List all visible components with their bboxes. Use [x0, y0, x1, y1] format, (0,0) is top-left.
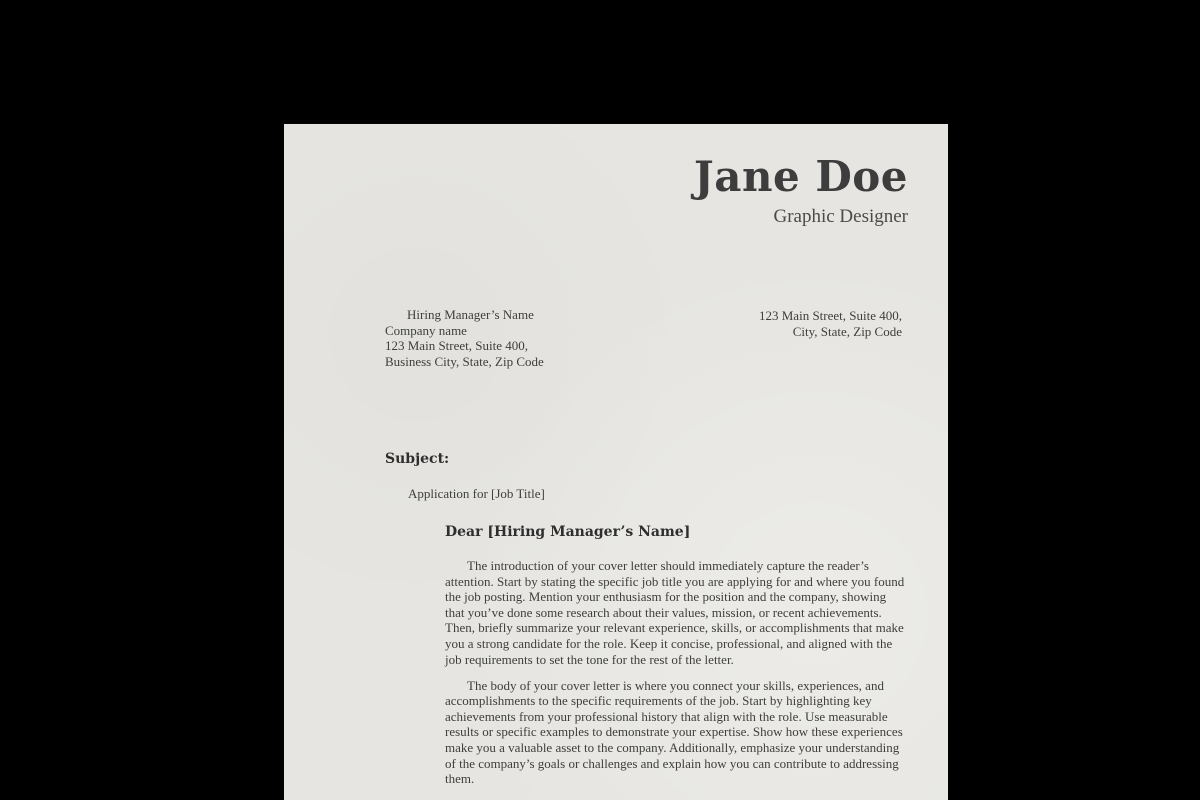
subject-label: Subject:	[385, 451, 450, 467]
recipient-address-block	[385, 307, 544, 369]
subject-text: Application for [Job Title]	[408, 486, 545, 501]
recipient-street: 123 Main Street, Suite 400,	[385, 338, 528, 354]
sender-city: City, State, Zip Code	[792, 323, 902, 339]
salutation: Dear [Hiring Manager’s Name]	[445, 524, 691, 540]
recipient-name: Hiring Manager’s Name	[407, 307, 534, 322]
recipient-company: Company name	[385, 322, 467, 338]
letter-sheet	[284, 124, 948, 800]
sender-street: 123 Main Street, Suite 400,	[759, 308, 902, 323]
letter-body	[445, 558, 908, 797]
body-paragraph: The body of your cover letter is where you connect your skills, experiences, and accomplishments to the specific requirements of the job. Start by highlighting key achievements from your professional history that align with the role. Use measurable results or specific examples to demonstrate your expertise. Show how these experiences make you a valuable asset to the company. Additionally, emphasize your understanding of the company’s goals or challenges and explain how you can contribute to addressing them.	[445, 677, 903, 787]
applicant-title: Graphic Designer	[773, 206, 908, 227]
intro-paragraph: The introduction of your cover letter should immediately capture the reader’s attention. Start by stating the specific job title you are applying for and where you found the job posting. Mention your enthusiasm for the position and the company, showing that you’ve done some research about their values, mission, or recent achievements. Then, briefly summarize your relevant experience, skills, or accomplishments that make you a strong candidate for the role. Keep it concise, professional, and aligned with the job requirements to set the tone for the rest of the letter.	[445, 558, 905, 667]
sender-address-block	[759, 308, 902, 339]
applicant-name: Jane Doe	[693, 152, 908, 201]
recipient-city: Business City, State, Zip Code	[385, 353, 544, 369]
